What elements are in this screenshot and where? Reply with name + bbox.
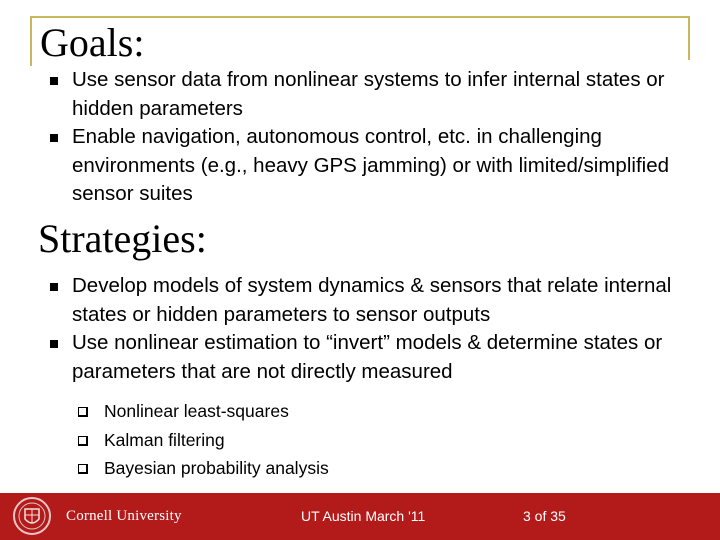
method-item bbox=[78, 454, 678, 483]
method-text: Bayesian probability analysis bbox=[104, 458, 329, 478]
frame-right-line bbox=[688, 16, 690, 60]
strategies-heading: Strategies: bbox=[38, 216, 207, 261]
method-text: Nonlinear least-squares bbox=[104, 401, 289, 421]
cornell-logo-text: Cornell University bbox=[66, 508, 182, 524]
square-bullet-icon bbox=[50, 340, 58, 348]
cornell-seal-icon bbox=[12, 495, 52, 537]
goals-list bbox=[50, 66, 700, 209]
goals-heading: Goals: bbox=[40, 20, 145, 65]
goal-item bbox=[50, 123, 700, 209]
frame-top-line bbox=[30, 16, 690, 18]
hollow-square-bullet-icon bbox=[78, 436, 88, 446]
footer-bar bbox=[0, 493, 720, 540]
frame-left-line bbox=[30, 16, 32, 66]
strategy-text: Develop models of system dynamics & sensors that relate internal states or hidden parameters to sensor outputs bbox=[72, 274, 672, 326]
methods-list bbox=[78, 397, 678, 483]
strategy-item bbox=[50, 272, 700, 329]
method-item bbox=[78, 426, 678, 455]
strategy-text: Use nonlinear estimation to “invert” models & determine states or parameters that are not directly measured bbox=[72, 331, 663, 383]
goal-item bbox=[50, 66, 700, 123]
goal-text: Use sensor data from nonlinear systems to infer internal states or hidden parameters bbox=[72, 68, 665, 120]
square-bullet-icon bbox=[50, 77, 58, 85]
page-number: 3 of 35 bbox=[523, 508, 566, 524]
square-bullet-icon bbox=[50, 134, 58, 142]
hollow-square-bullet-icon bbox=[78, 464, 88, 474]
strategies-list bbox=[50, 272, 700, 386]
method-item bbox=[78, 397, 678, 426]
square-bullet-icon bbox=[50, 283, 58, 291]
strategy-item bbox=[50, 329, 700, 386]
goal-text: Enable navigation, autonomous control, etc. in challenging environments (e.g., heavy GPS jamming) or with limited/simplified sensor suites bbox=[72, 125, 669, 205]
method-text: Kalman filtering bbox=[104, 429, 225, 450]
hollow-square-bullet-icon bbox=[78, 407, 88, 417]
footer-event-text: UT Austin March '11 bbox=[301, 508, 426, 524]
